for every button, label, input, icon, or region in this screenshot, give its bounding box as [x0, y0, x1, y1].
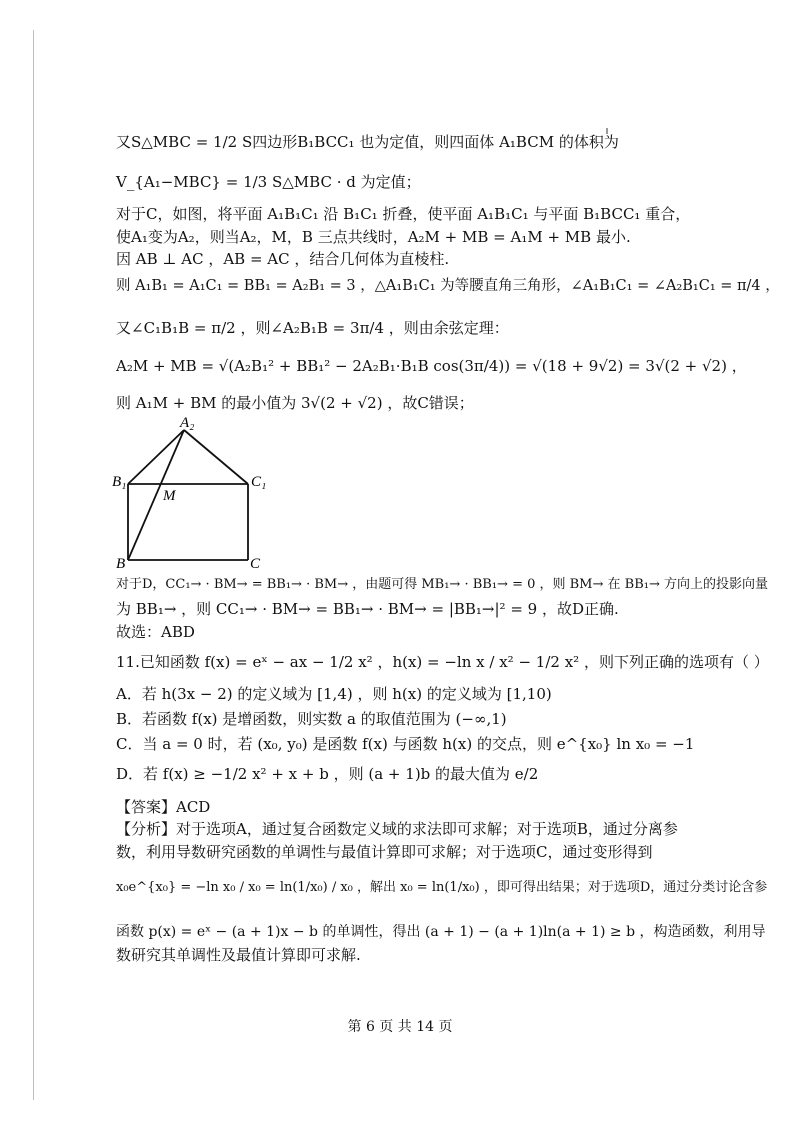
- analysis-line-1: 【分析】对于选项A，通过复合函数定义域的求法即可求解；对于选项B，通过分离参: [116, 820, 678, 838]
- text-line-14: A．若 h(3x − 2) 的定义域为 [1,4) ，则 h(x) 的定义域为 [1,10): [116, 685, 552, 703]
- edge-a2-b1: [128, 430, 184, 484]
- text-line-2: V_{A₁−MBC} = 1/3 S△MBC · d 为定值；: [116, 173, 421, 191]
- answer-line: 【答案】ACD: [116, 798, 211, 816]
- text-line-13: 11.已知函数 f(x) = eˣ − ax − 1/2 x² ，h(x) = −ln x / x² − 1/2 x² ，则下列正确的选项有（ ）: [116, 653, 769, 671]
- text-line-17: D．若 f(x) ≥ −1/2 x² + x + b ，则 (a + 1)b 的最大值为 e/2: [116, 765, 539, 783]
- label-c1: C₁: [251, 474, 267, 490]
- prism-unfold-figure: [108, 414, 288, 578]
- text-line-4: 使A₁变为A₂，则当A₂，M，B 三点共线时，A₂M + MB = A₁M + MB 最小.: [116, 228, 631, 246]
- text-line-16: C．当 a = 0 时，若 (x₀, y₀) 是函数 f(x) 与函数 h(x) 的交点，则 e^{x₀} ln x₀ = −1: [116, 735, 695, 753]
- analysis-line-5: 数研究其单调性及最值计算即可求解.: [116, 946, 361, 964]
- label-c: C: [250, 556, 261, 572]
- text-line-7: 又∠C₁B₁B = π/2 ，则∠A₂B₁B = 3π/4 ，则由余弦定理：: [116, 319, 509, 337]
- text-line-9: 则 A₁M + BM 的最小值为 3√(2 + √2) ，故C错误；: [116, 394, 474, 412]
- label-b1: B₁: [112, 474, 127, 490]
- text-line-5: 因 AB ⊥ AC ，AB = AC ，结合几何体为直棱柱.: [116, 250, 450, 268]
- text-line-15: B．若函数 f(x) 是增函数，则实数 a 的取值范围为 (−∞,1): [116, 710, 507, 728]
- left-margin-rule: [33, 30, 34, 1100]
- text-line-11: 为 BB₁→ ，则 CC₁→ · BM→ = BB₁→ · BM→ = |BB₁→|² = 9 ，故D正确.: [116, 600, 619, 618]
- text-line-8: A₂M + MB = √(A₂B₁² + BB₁² − 2A₂B₁·B₁B cos(3π/4)) = √(18 + 9√2) = 3√(2 + √2) ，: [116, 357, 747, 375]
- text-line-6: 则 A₁B₁ = A₁C₁ = BB₁ = A₂B₁ = 3 ，△A₁B₁C₁ 为等腰直角三角形，∠A₁B₁C₁ = ∠A₂B₁C₁ = π/4 ，: [116, 278, 780, 294]
- analysis-line-2: 数，利用导数研究函数的单调性与最值计算即可求解；对于选项C，通过变形得到: [116, 843, 653, 861]
- segment-a2-b: [128, 430, 184, 560]
- text-line-1: 又S△MBC = 1/2 S四边形B₁BCC₁ 也为定值，则四面体 A₁BCM 的体积为: [116, 133, 619, 151]
- text-line-12: 故选：ABD: [116, 623, 195, 641]
- page-footer: 第 6 页 共 14 页: [347, 1019, 453, 1035]
- analysis-line-3: x₀e^{x₀} = −ln x₀ / x₀ = ln(1/x₀) / x₀ ，解出 x₀ = ln(1/x₀) ，即可得出结果；对于选项D，通过分类讨论含参: [116, 880, 768, 895]
- text-line-10: 对于D，CC₁→ · BM→ = BB₁→ · BM→ ，由题可得 MB₁→ · BB₁→ = 0 ，则 BM→ 在 BB₁→ 方向上的投影向量: [116, 577, 768, 592]
- edge-a2-c1: [184, 430, 248, 484]
- label-m: M: [163, 488, 176, 504]
- label-b: B: [116, 556, 126, 572]
- label-a2: A₂: [180, 415, 195, 431]
- analysis-line-4: 函数 p(x) = eˣ − (a + 1)x − b 的单调性，得出 (a + 1) − (a + 1)ln(a + 1) ≥ b ，构造函数，利用导: [116, 924, 766, 940]
- text-line-3: 对于C，如图，将平面 A₁B₁C₁ 沿 B₁C₁ 折叠，使平面 A₁B₁C₁ 与平面 B₁BCC₁ 重合，: [116, 205, 691, 223]
